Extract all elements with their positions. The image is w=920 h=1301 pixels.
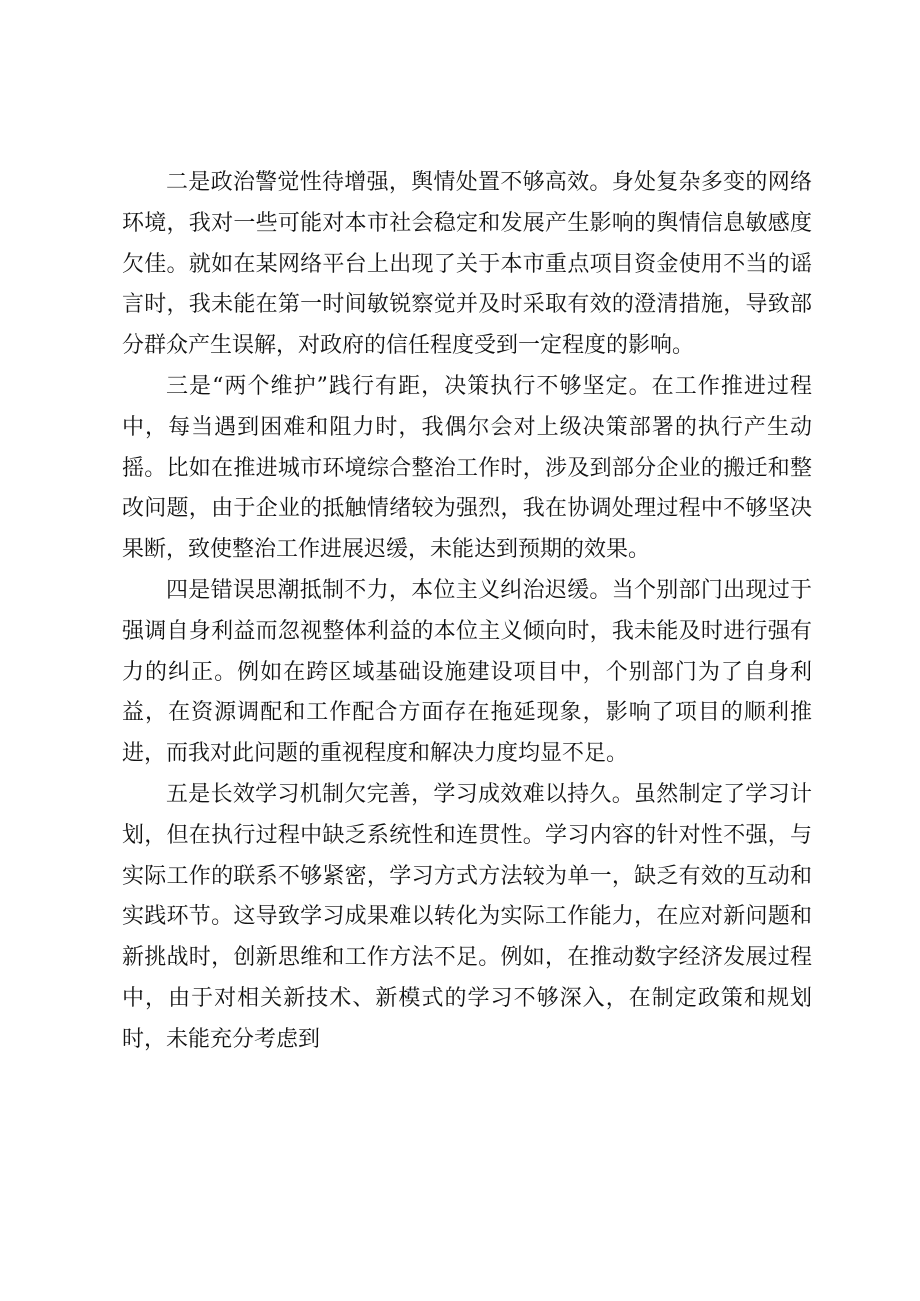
document-body (122, 163, 812, 1061)
paragraph-departmentalism: 四是错误思潮抵制不力，本位主义纠治迟缓。当个别部门出现过于强调自身利益而忽视整体利益的本位主义倾向时，我未能及时进行强有力的纠正。例如在跨区域基础设施建设项目中，个别部门为了自身利益，在资源调配和工作配合方面存在拖延现象，影响了项目的顺利推进，而我对此问题的重视程度和解决力度均显不足。 (122, 577, 812, 767)
paragraph-learning-mechanism: 五是长效学习机制欠完善，学习成效难以持久。虽然制定了学习计划，但在执行过程中缺乏系统性和连贯性。学习内容的针对性不强，与实际工作的联系不够紧密，学习方式方法较为单一，缺乏有效的互动和实践环节。这导致学习成果难以转化为实际工作能力，在应对新问题和新挑战时，创新思维和工作方法不足。例如，在推动数字经济发展过程中，由于对相关新技术、新模式的学习不够深入，在制定政策和规划时，未能充分考虑到 (122, 781, 812, 1052)
paragraph-political-alertness: 二是政治警觉性待增强，舆情处置不够高效。身处复杂多变的网络环境，我对一些可能对本市社会稳定和发展产生影响的舆情信息敏感度欠佳。就如在某网络平台上出现了关于本市重点项目资金使用不当的谣言时，我未能在第一时间敏锐察觉并及时采取有效的澄清措施，导致部分群众产生误解，对政府的信任程度受到一定程度的影响。 (122, 170, 812, 359)
paragraph-two-safeguards: 三是“两个维护”践行有距，决策执行不够坚定。在工作推进过程中，每当遇到困难和阻力时，我偶尔会对上级决策部署的执行产生动摇。比如在推进城市环境综合整治工作时，涉及到部分企业的搬迁和整改问题，由于企业的抵触情绪较为强烈，我在协调处理过程中不够坚决果断，致使整治工作进展迟缓，未能达到预期的效果。 (122, 373, 812, 563)
